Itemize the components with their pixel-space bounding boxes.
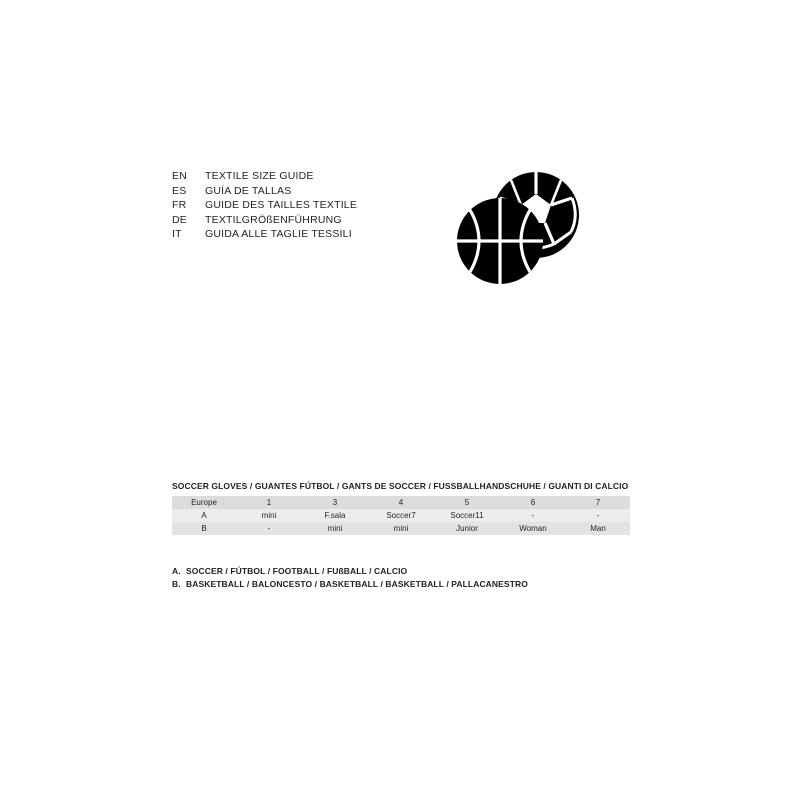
table-header-cell-7: 7 — [566, 496, 630, 509]
table-cell-a-7: - — [566, 509, 630, 522]
basketball-icon — [457, 198, 543, 284]
language-row-fr — [172, 199, 472, 214]
legend-text-b: BASKETBALL / BALONCESTO / BASKETBALL / BASKETBALL / PALLACANESTRO — [186, 579, 528, 589]
legend-key-b: B. — [172, 579, 181, 589]
size-table-caption: SOCCER GLOVES / GUANTES FÚTBOL / GANTS DE SOCCER / FUSSBALLHANDSCHUHE / GUANTI DI CALCIO — [172, 481, 629, 491]
table-row — [172, 522, 630, 535]
language-label-es: GUÍA DE TALLAS — [205, 184, 292, 197]
language-row-it — [172, 228, 472, 243]
table-header-row — [172, 496, 630, 509]
balls-graphic-svg — [448, 168, 588, 293]
table-cell-b-6: Woman — [500, 522, 566, 535]
table-cell-a-4: Soccer7 — [368, 509, 434, 522]
table-cell-b-7: Man — [566, 522, 630, 535]
table-cell-b-5: Junior — [434, 522, 500, 535]
table-header-cell-3: 3 — [302, 496, 368, 509]
table-cell-a-6: - — [500, 509, 566, 522]
language-row-es — [172, 185, 472, 200]
table-row-label-b: B — [172, 522, 236, 535]
legend-row-b — [172, 578, 632, 591]
legend-key-a: A. — [172, 566, 181, 576]
language-label-de: TEXTILGRÖßENFÜHRUNG — [205, 213, 342, 226]
legend — [172, 565, 632, 591]
table-cell-b-4: mini — [368, 522, 434, 535]
language-row-en — [172, 170, 472, 185]
language-code-fr: FR — [172, 199, 187, 211]
balls-illustration — [448, 168, 588, 293]
table-cell-b-3: mini — [302, 522, 368, 535]
table-header-cell-5: 5 — [434, 496, 500, 509]
table-header-cell-6: 6 — [500, 496, 566, 509]
table-header-cell-1: 1 — [236, 496, 302, 509]
table-row-label-a: A — [172, 509, 236, 522]
legend-text-a: SOCCER / FÚTBOL / FOOTBALL / FUßBALL / CALCIO — [186, 566, 408, 576]
language-code-it: IT — [172, 228, 182, 240]
table-cell-b-1: - — [236, 522, 302, 535]
size-table-section — [172, 481, 630, 535]
legend-row-a — [172, 565, 632, 578]
language-row-de — [172, 214, 472, 229]
table-row — [172, 509, 630, 522]
language-code-de: DE — [172, 213, 187, 226]
size-table — [172, 496, 630, 535]
language-code-es: ES — [172, 184, 187, 197]
language-list — [172, 170, 472, 243]
table-header-cell-europe: Europe — [172, 496, 236, 509]
table-cell-a-1: mini — [236, 509, 302, 522]
language-label-it: GUIDA ALLE TAGLIE TESSILI — [205, 228, 352, 240]
language-label-fr: GUIDE DES TAILLES TEXTILE — [205, 199, 358, 211]
table-header-cell-4: 4 — [368, 496, 434, 509]
language-code-en: EN — [172, 170, 187, 182]
table-cell-a-5: Soccer11 — [434, 509, 500, 522]
language-label-en: TEXTILE SIZE GUIDE — [205, 170, 314, 182]
table-cell-a-3: F.sala — [302, 509, 368, 522]
